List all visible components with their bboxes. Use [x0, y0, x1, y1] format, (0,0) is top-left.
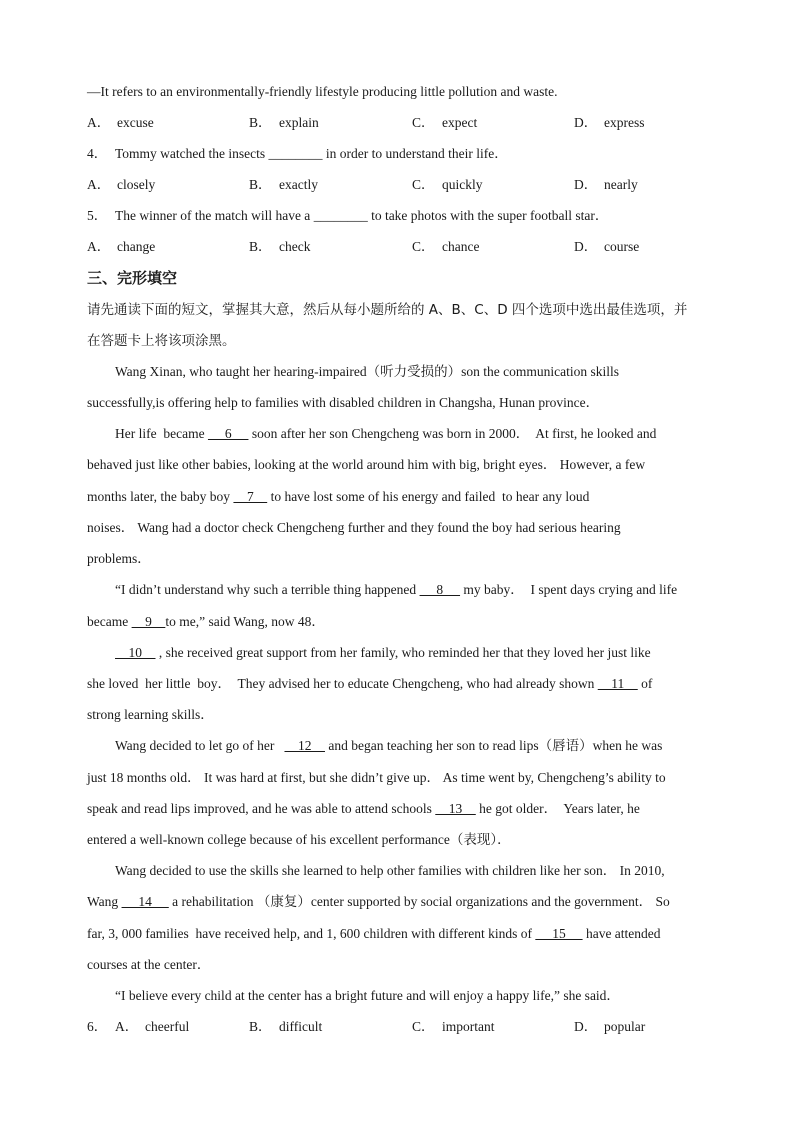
q6-option-a[interactable]: 6． A． cheerful [87, 1019, 190, 1034]
section-title: 三、完形填空 [87, 269, 178, 287]
q4-stem: 4． Tommy watched the insects ________ in order to understand their life． [87, 142, 712, 166]
q5-option-a[interactable]: A． change [87, 239, 156, 254]
passage-line: Wang Xinan, who taught her hearing-impaired（听力受损的）son the communication skills [115, 364, 619, 380]
q3-options [87, 111, 712, 135]
passage-line: Wang decided to use the skills she learned to help other families with children like her son． In 2010, [115, 863, 665, 878]
passage-line: Wang 14 a rehabilitation （康复）center supported by social organizations and the government． So [87, 894, 670, 910]
passage-line: noises． Wang had a doctor check Chengcheng further and they found the boy had serious hearing [87, 520, 621, 535]
passage-line: entered a well-known college because of his excellent performance（表现）． [87, 832, 511, 848]
passage-line: Her life became 6 soon after her son Chengcheng was born in 2000． At first, he looked and [115, 426, 657, 441]
blank-10[interactable]: 10 [115, 645, 156, 660]
q4-option-a[interactable]: A． closely [87, 177, 156, 192]
q3-option-c[interactable]: C． expect [412, 115, 478, 130]
passage-line: courses at the center． [87, 957, 211, 972]
instruction-line-1: 请先通读下面的短文，掌握其大意，然后从每小题所给的 A、B、C、D 四个选项中选出最佳选项，并 [87, 302, 688, 318]
q6-options [87, 1015, 712, 1039]
passage-line: months later, the baby boy 7 to have lost some of his energy and failed to hear any loud [87, 489, 590, 504]
passage-line: successfully,is offering help to families with disabled children in Changsha, Hunan province． [87, 395, 600, 410]
q4-number: 4． [87, 146, 108, 161]
q4-option-d[interactable]: D． nearly [574, 177, 638, 192]
passage-line: Wang decided to let go of her 12 and began teaching her son to read lips（唇语）when he was [115, 738, 663, 754]
q5-option-c[interactable]: C． chance [412, 239, 480, 254]
passage-line: “I believe every child at the center has a bright future and will enjoy a happy life,” she said． [115, 988, 620, 1003]
instruction-line-2: 在答题卡上将该项涂黑。 [87, 333, 236, 349]
blank-15[interactable]: 15 [535, 926, 583, 941]
passage-line: strong learning skills． [87, 707, 214, 722]
q5-option-b[interactable]: B． check [249, 239, 311, 254]
q5-number: 5． [87, 208, 108, 223]
q6-option-c[interactable]: C． important [412, 1019, 495, 1034]
q3-option-a[interactable]: A． excuse [87, 115, 154, 130]
passage-line: became 9 to me,” said Wang, now 48． [87, 614, 325, 629]
blank-13[interactable]: 13 [435, 801, 476, 816]
q5-stem: 5． The winner of the match will have a ________ to take photos with the super football star． [87, 204, 712, 228]
q5-option-d[interactable]: D． course [574, 239, 640, 254]
q3-option-d[interactable]: D． express [574, 115, 645, 130]
passage-line: problems． [87, 551, 151, 566]
passage-line: far, 3, 000 families have received help, and 1, 600 children with different kinds of 15 have attended [87, 926, 661, 941]
q4-blank[interactable]: ________ [268, 146, 323, 161]
q4-options [87, 173, 712, 197]
passage-line: 10 , she received great support from her family, who reminded her that they loved her just like [115, 645, 651, 660]
blank-8[interactable]: 8 [419, 582, 461, 597]
blank-9[interactable]: 9 [131, 614, 166, 629]
passage-line: behaved just like other babies, looking at the world around him with big, bright eyes． However, a few [87, 457, 646, 472]
q5-blank[interactable]: ________ [313, 208, 368, 223]
blank-14[interactable]: 14 [121, 894, 169, 909]
blank-12[interactable]: 12 [284, 738, 325, 753]
q6-option-d[interactable]: D． popular [574, 1019, 646, 1034]
q4-option-b[interactable]: B． exactly [249, 177, 318, 192]
q4-option-c[interactable]: C． quickly [412, 177, 483, 192]
passage-line: she loved her little boy． They advised her to educate Chengcheng, who had already shown 11 of [87, 676, 653, 691]
blank-6[interactable]: 6 [207, 426, 249, 441]
passage-line: just 18 months old． It was hard at first, but she didn’t give up． As time went by, Chengcheng’s ability to [87, 770, 666, 785]
blank-11[interactable]: 11 [597, 676, 638, 691]
q3-option-b[interactable]: B． explain [249, 115, 319, 130]
q5-options [87, 235, 712, 259]
dialogue-answer-line: —It refers to an environmentally-friendly lifestyle producing little pollution and waste. [87, 84, 558, 99]
blank-7[interactable]: 7 [233, 489, 268, 504]
q6-option-b[interactable]: B． difficult [249, 1019, 323, 1034]
passage-line: “I didn’t understand why such a terrible thing happened 8 my baby． I spent days crying and life [115, 582, 678, 597]
passage-line: speak and read lips improved, and he was able to attend schools 13 he got older． Years later, he [87, 801, 640, 816]
